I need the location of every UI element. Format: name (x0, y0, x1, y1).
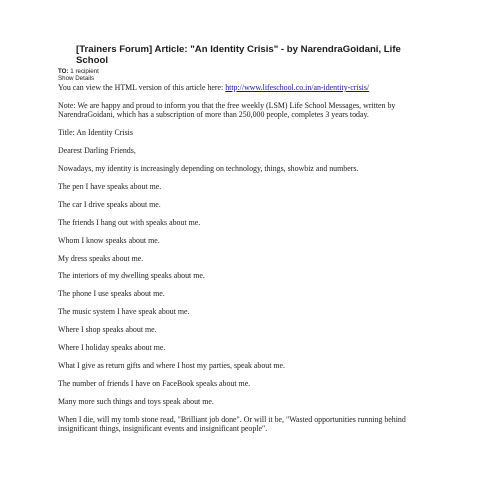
body-paragraph: Where I holiday speaks about me. (58, 343, 166, 353)
email-meta (58, 68, 99, 83)
email-subject: [Trainers Forum] Article: "An Identity Crisis" - by NarendraGoidani, Life School (76, 44, 401, 66)
intro-text: You can view the HTML version of this article here: (58, 83, 224, 92)
body-paragraph: My dress speaks about me. (58, 253, 144, 263)
body-paragraph: The pen I have speaks about me. (58, 181, 162, 191)
recipient-count[interactable]: 1 recipient (70, 68, 99, 75)
paragraph-list (58, 101, 438, 434)
body-paragraph: The music system I have speak about me. (58, 307, 190, 317)
body-paragraph: The phone I use speaks about me. (58, 289, 165, 299)
body-paragraph: The car I drive speaks about me. (58, 199, 161, 209)
to-label: TO: (58, 68, 69, 75)
body-paragraph: Title: An Identity Crisis (58, 128, 133, 138)
body-paragraph: The interiors of my dwelling speaks about me. (58, 271, 205, 281)
body-paragraph: Whom I know speaks about me. (58, 235, 160, 245)
intro-line (58, 83, 438, 92)
body-paragraph: Note: We are happy and proud to inform you that the free weekly (LSM) Life School Messages, written by NarendraGoidani, which has a subscription of more than 250,000 people, completes 3 years today. (58, 100, 396, 120)
show-details-link[interactable]: Show Details (58, 75, 95, 83)
body-paragraph: When I die, will my tomb stone read, "Brilliant job done". Or will it be, "Wasted opportunities running behind insignificant things, insignificant events and insignificant people". (58, 414, 406, 434)
body-paragraph: Nowadays, my identity is increasingly depending on technology, things, showbiz and numbers. (58, 164, 359, 174)
body-paragraph: Dearest Darling Friends, (58, 146, 136, 156)
recipient-line (58, 68, 99, 75)
article-link[interactable]: http://www.lifeschool.co.in/an-identity-crisis/ (225, 83, 370, 92)
body-paragraph: Many more such things and toys speak about me. (58, 396, 214, 406)
body-paragraph: The friends I hang out with speaks about me. (58, 217, 201, 227)
body-paragraph: What I give as return gifts and where I host my parties, speak about me. (58, 361, 286, 370)
body-paragraph: The number of friends I have on FaceBook speaks about me. (58, 378, 251, 388)
body-paragraph: Where I shop speaks about me. (58, 325, 157, 335)
email-body (58, 83, 438, 434)
